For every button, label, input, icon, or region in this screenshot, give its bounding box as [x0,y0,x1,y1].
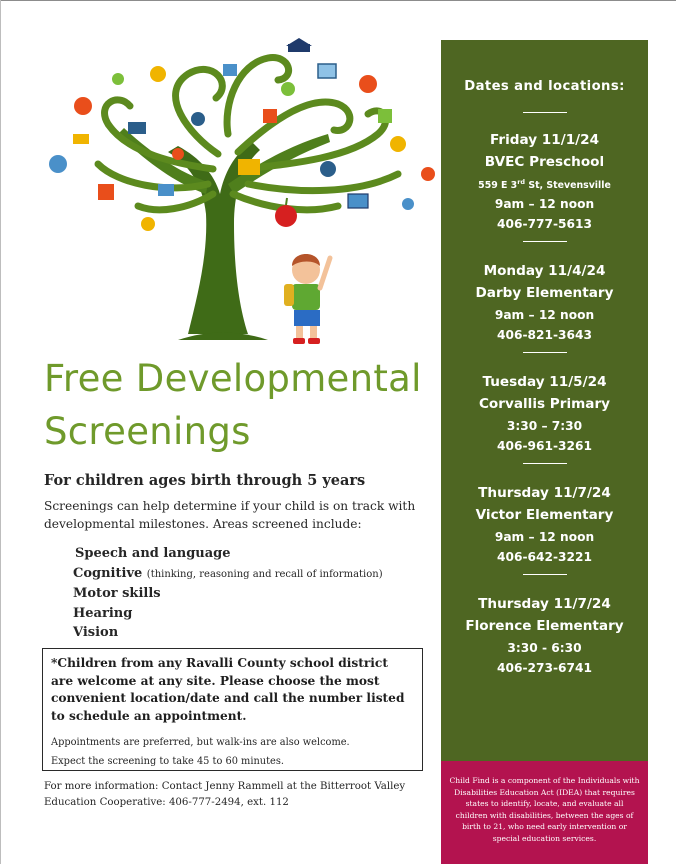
session-location: Florence Elementary [465,618,624,635]
session-block [441,483,648,567]
page-title-line2: Screenings [44,410,251,453]
session-block [441,130,648,234]
area-label: Vision [73,625,119,640]
session-time: 3:30 – 7:30 [506,419,583,434]
session-block [441,261,648,345]
page-title [44,352,424,458]
intro-paragraph: Screenings can help determine if your child is on track with developmental milestones. Areas screened include: [44,499,416,531]
list-item [73,604,443,624]
session-phone: 406-777-5613 [497,217,592,232]
session-location: BVEC Preschool [484,154,605,170]
session-date: Friday 11/1/24 [489,132,600,148]
session-time: 3:30 - 6:30 [507,641,582,656]
divider [523,241,567,242]
area-label: Cognitive [73,565,143,581]
dates-heading: Dates and locations: [464,79,625,94]
session-phone: 406-273-6741 [497,661,592,676]
area-label: Speech and language [75,546,231,561]
session-time: 9am – 12 noon [494,308,595,323]
session-date: Thursday 11/7/24 [478,485,611,502]
session-date: Thursday 11/7/24 [478,596,611,613]
child-find-notice: Child Find is a component of the Individuals with Disabilities Education Act (IDEA) that requires states to identify, locate, and evaluate all children with disabilities, between the ages of birth to 21, who need early intervention or special education services. [441,761,648,864]
session-time: 9am – 12 noon [494,197,595,212]
appointments-note: Appointments are preferred, but walk-ins are also welcome. [51,737,350,748]
area-label: Motor skills [73,586,161,601]
page-title-line1: Free Developmental [44,357,422,400]
page-edge-left [0,0,1,864]
area-label: Hearing [73,605,133,621]
list-item [73,564,443,585]
session-phone: 406-961-3261 [497,439,592,454]
divider [523,352,567,353]
session-location: Corvallis Primary [478,396,611,413]
page-edge-top [0,0,676,1]
list-item [73,584,443,604]
education-tree-illustration [38,34,438,356]
session-time: 9am – 12 noon [494,530,595,545]
session-date: Tuesday 11/5/24 [482,374,607,391]
area-note: (thinking, reasoning and recall of information) [146,568,383,580]
session-block [441,594,648,678]
contact-info: For more information: Contact Jenny Rammell at the Bitterroot Valley Education Cooperative: 406-777-2494, ext. 112 [44,781,406,808]
list-item [73,544,443,564]
screened-areas-list [73,544,443,643]
session-address: 559 E 3rd St, Stevensville [478,178,611,192]
session-date: Monday 11/4/24 [483,263,606,280]
dates-locations-panel [441,40,648,761]
waving-child [284,254,330,344]
attendance-note-box [42,648,423,771]
divider [523,112,567,113]
duration-note: Expect the screening to take 45 to 60 minutes. [51,756,284,767]
session-location: Victor Elementary [475,507,614,524]
apple-icon [275,198,297,227]
session-block [441,372,648,456]
divider [523,574,567,575]
attendance-note-main: *Children from any Ravalli County school district are welcome at any site. Please choose the most convenient location/date and call the number listed to schedule an appointment. [51,656,405,723]
divider [523,463,567,464]
session-phone: 406-642-3221 [497,550,592,565]
session-location: Darby Elementary [475,285,614,302]
list-item [73,623,443,643]
session-phone: 406-821-3643 [497,328,592,343]
age-range-heading: For children ages birth through 5 years [44,472,366,489]
